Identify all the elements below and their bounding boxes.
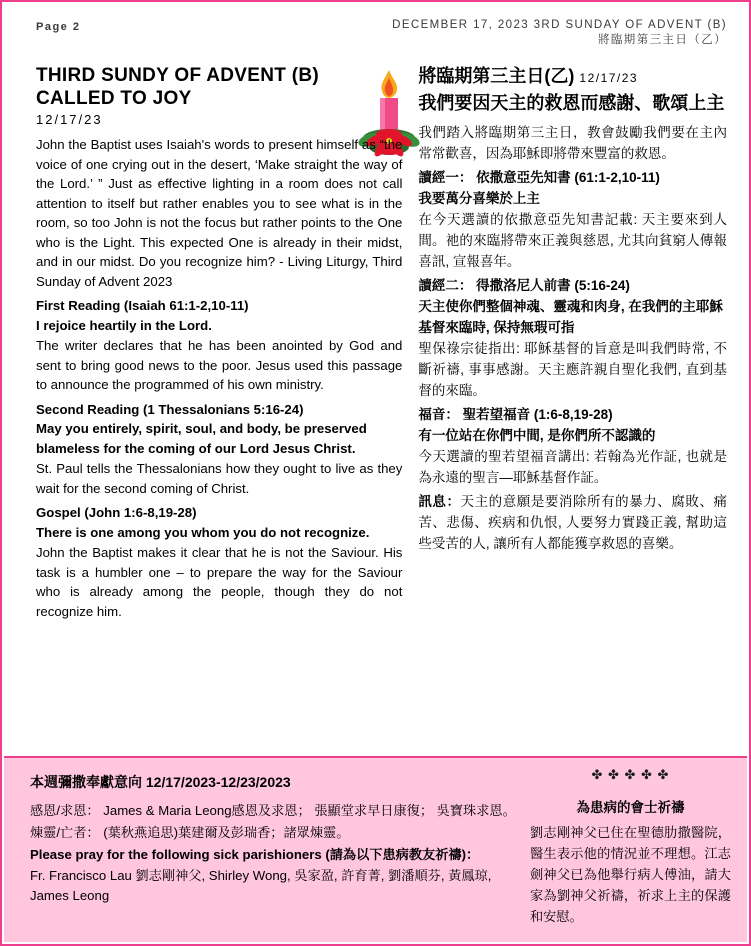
english-second-reading-response: May you entirely, spirit, soul, and body, be preserved blameless for the coming of our Lord Jesus Christ. [36, 421, 367, 456]
header-date-block [392, 18, 727, 48]
page-number: Page 2 [36, 21, 81, 33]
english-gospel-response: There is one among you whom you do not recognize. [36, 524, 370, 540]
chinese-first-reading-body: 在今天選讀的依撒意亞先知書記載: 天主要來到人間。祂的來臨將帶來正義與慈恩, 尤其向貧窮人傳報喜訊, 宣報喜年。 [418, 212, 727, 269]
english-date: 12/17/23 [36, 112, 103, 127]
chinese-gospel-heading: 福音： 聖若望福音 (1:6-8,19-28) [418, 407, 613, 422]
chinese-title [418, 64, 727, 116]
footer-deceased-line: 煉靈/亡者： (葉秋燕追思)葉建爾及彭瑞香；諸眾煉靈。 [30, 825, 350, 840]
footer-sick-prayer-heading: Please pray for the following sick parishioners (請為以下患病教友祈禱)： [30, 847, 480, 862]
chinese-first-reading-heading: 讀經一： 依撒意亞先知書 (61:1-2,10-11) [418, 170, 660, 185]
chinese-gospel-response: 有一位站在你們中間, 是你們所不認識的 [418, 428, 656, 443]
footer-priest-prayer-title: 為患病的會士祈禱 [576, 800, 685, 815]
chinese-message-paragraph [418, 491, 727, 554]
chinese-title-line1: 將臨期第三主日(乙) [418, 66, 575, 86]
pink-footer-panel [4, 756, 747, 942]
english-first-reading-heading: First Reading (Isaiah 61:1-2,10-11) [36, 298, 249, 313]
chinese-title-date: 12/17/23 [579, 71, 639, 85]
content-columns [2, 50, 749, 750]
page-header [2, 2, 749, 50]
english-gospel-heading: Gospel (John 1:6-8,19-28) [36, 505, 197, 520]
footer-priest-prayer-body: 劉志剛神父已住在聖德肋撒醫院， 醫生表示他的情況並不理想。江志劍神父已為他舉行病人傅油，請大家為劉神父祈禱，祈求上主的保護和安慰。 [530, 825, 731, 924]
chinese-second-reading-heading: 讀經二： 得撒洛尼人前書 (5:16-24) [418, 278, 630, 293]
chinese-second-reading-body: 聖保祿宗徒指出: 耶穌基督的旨意是叫我們時常, 不斷祈禱, 事事感謝。天主應許親自聖化我們, 直到基督的來臨。 [418, 341, 727, 398]
chinese-second-reading-response: 天主使你們整個神魂、靈魂和肉身, 在我們的主耶穌基督來臨時, 保持無瑕可指 [418, 299, 723, 335]
chinese-column [412, 50, 733, 750]
chinese-gospel-body: 今天選讀的聖若望福音講出: 若翰為光作証, 也就是為永遠的聖言—耶穌基督作証。 [418, 449, 727, 485]
chinese-title-line2: 我們要因天主的救恩而感謝、歌頌上主 [418, 93, 725, 113]
english-intro-paragraph: John the Baptist uses Isaiah's words to present himself as “the voice of one crying out in the desert, ‘Make straight the way of the Lord.’ ” Just as effective lighting in a room does not call attention to itself but rather enables you to see what is in the room, so too John is not the focus but rather points to the One who is the Light. This expected One is already in their midst, and in our midst. Do you recognize him? - Living Liturgy, Third Sunday of Advent 2023 [36, 137, 403, 289]
chinese-intro-paragraph: 我們踏入將臨期第三主日，教會鼓勵我們要在主內常常歡喜，因為耶穌即將帶來豐富的救恩。 [418, 125, 727, 161]
chinese-first-reading-response: 我要萬分喜樂於上主 [418, 191, 540, 206]
header-date-english: DECEMBER 17, 2023 3RD SUNDAY OF ADVENT (B) [392, 19, 727, 31]
chinese-message-heading: 訊息： [418, 494, 461, 509]
english-first-reading-response: I rejoice heartily in the Lord. [36, 317, 212, 333]
english-first-reading-body: The writer declares that he has been anointed by God and sent to bring good news to the poor. Jesus used this passage to announce the programmed of his own ministry. [36, 338, 403, 392]
footer-priest-prayer-block [524, 758, 747, 942]
footer-thanksgiving-line: 感恩/求恩： James & Maria Leong感恩及求恩； 張顯堂求早日康復； 吳寶珠求恩。 [30, 803, 516, 818]
footer-intentions-title: 本週彌撒奉獻意向 12/17/2023-12/23/2023 [30, 774, 291, 790]
ornament-divider: ✤ ✤ ✤ ✤ ✤ [591, 767, 670, 782]
english-title: THIRD SUNDY OF ADVENT (B) CALLED TO JOY [36, 65, 319, 109]
chinese-message-body: 天主的意願是要消除所有的暴力、腐敗、痛苦、悲傷、疾病和仇恨, 人要努力實踐正義, 幫助這些受苦的人, 讓所有人都能獲享救恩的喜樂。 [418, 494, 728, 551]
english-column [18, 50, 412, 750]
english-second-reading-heading: Second Reading (1 Thessalonians 5:16-24) [36, 401, 304, 417]
footer-sick-names: Fr. Francisco Lau 劉志剛神父, Shirley Wong, 吳家盈, 許育菁, 劉潘順芬, 黃鳳琼, James Leong [30, 868, 492, 903]
english-second-reading-body: St. Paul tells the Thessalonians how they ought to live as they wait for the second coming of Christ. [36, 461, 403, 496]
english-gospel-body: John the Baptist makes it clear that he is not the Saviour. His task is a humbler one – to prepare the way for the Saviour who is already among the people, though they do not recognize him. [36, 545, 403, 619]
header-date-chinese: 將臨期第三主日（乙） [598, 34, 727, 46]
footer-intentions-block [4, 758, 524, 942]
